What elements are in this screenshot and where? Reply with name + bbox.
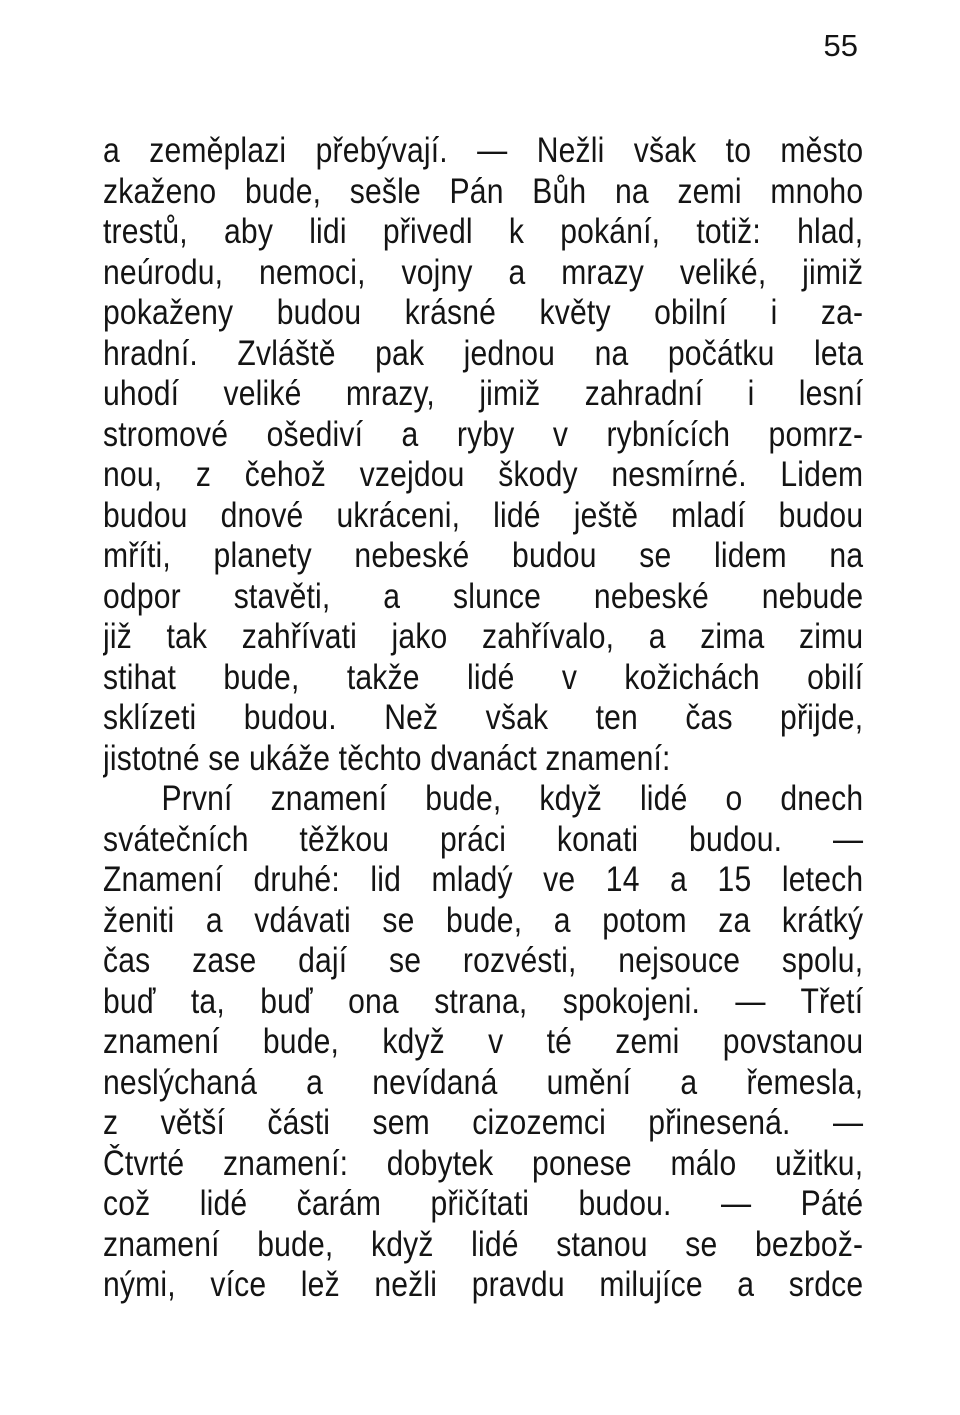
text-line: stihat bude, takže lidé v kožichách obilí — [103, 657, 864, 697]
text-line: Čtvrté znamení: dobytek ponese málo užitku, — [103, 1143, 864, 1183]
text-line: sklízeti budou. Než však ten čas přijde, — [103, 698, 864, 737]
text-line: čas zase dají se rozvésti, nejsouce spolu, — [103, 941, 864, 980]
text-line: neúrodu, nemoci, vojny a mrazy veliké, jimiž — [103, 252, 864, 292]
text-line: nou, z čehož vzejdou škody nesmírné. Lidem — [103, 455, 864, 494]
text-line: což lidé čarám přičítati budou. — Páté — [103, 1184, 864, 1223]
text-line: Znamení druhé: lid mladý ve 14 a 15 letech — [103, 860, 864, 899]
text-line: hradní. Zvláště pak jednou na počátku leta — [103, 333, 864, 373]
text-line: jistotné se ukáže těchto dvanáct znamení: — [103, 738, 671, 778]
text-line: znamení bude, když v té zemi povstanou — [103, 1022, 864, 1061]
text-line: stromové ošediví a ryby v rybnících pomrz- — [103, 414, 864, 454]
text-line: zkaženo bude, sešle Pán Bůh na zemi mnoho — [103, 171, 864, 211]
text-line: pokaženy budou krásné květy obilní i za- — [103, 293, 864, 332]
text-line: ženiti a vdávati se bude, a potom za krátký — [103, 900, 864, 940]
text-line: buď ta, buď ona strana, spokojeni. — Třetí — [103, 981, 864, 1021]
page-number: 55 — [823, 28, 858, 63]
body-text — [103, 131, 863, 1306]
text-line: svátečních těžkou práci konati budou. — — [103, 819, 864, 859]
text-line: uhodí veliké mrazy, jimiž zahradní i lesní — [103, 374, 864, 413]
text-line: znamení bude, když lidé stanou se bezbož- — [103, 1224, 864, 1264]
text-line: trestů, aby lidi přivedl k pokání, totiž: hlad, — [103, 212, 864, 251]
text-line: mříti, planety nebeské budou se lidem na — [103, 536, 864, 575]
text-line: nými, více lež nežli pravdu milujíce a srdce — [103, 1265, 864, 1304]
text-line: odpor stavěti, a slunce nebeské nebude — [103, 576, 864, 616]
text-line: neslýchaná a nevídaná umění a řemesla, — [103, 1062, 864, 1102]
text-line: budou dnové ukráceni, lidé ještě mladí budou — [103, 495, 864, 535]
text-line: a zeměplazi přebývají. — Nežli však to město — [103, 131, 864, 170]
text-line: První znamení bude, když lidé o dnech — [161, 779, 864, 818]
text-line: již tak zahřívati jako zahřívalo, a zima zimu — [103, 617, 864, 656]
text-line: z větší části sem cizozemci přinesená. — — [103, 1103, 864, 1142]
